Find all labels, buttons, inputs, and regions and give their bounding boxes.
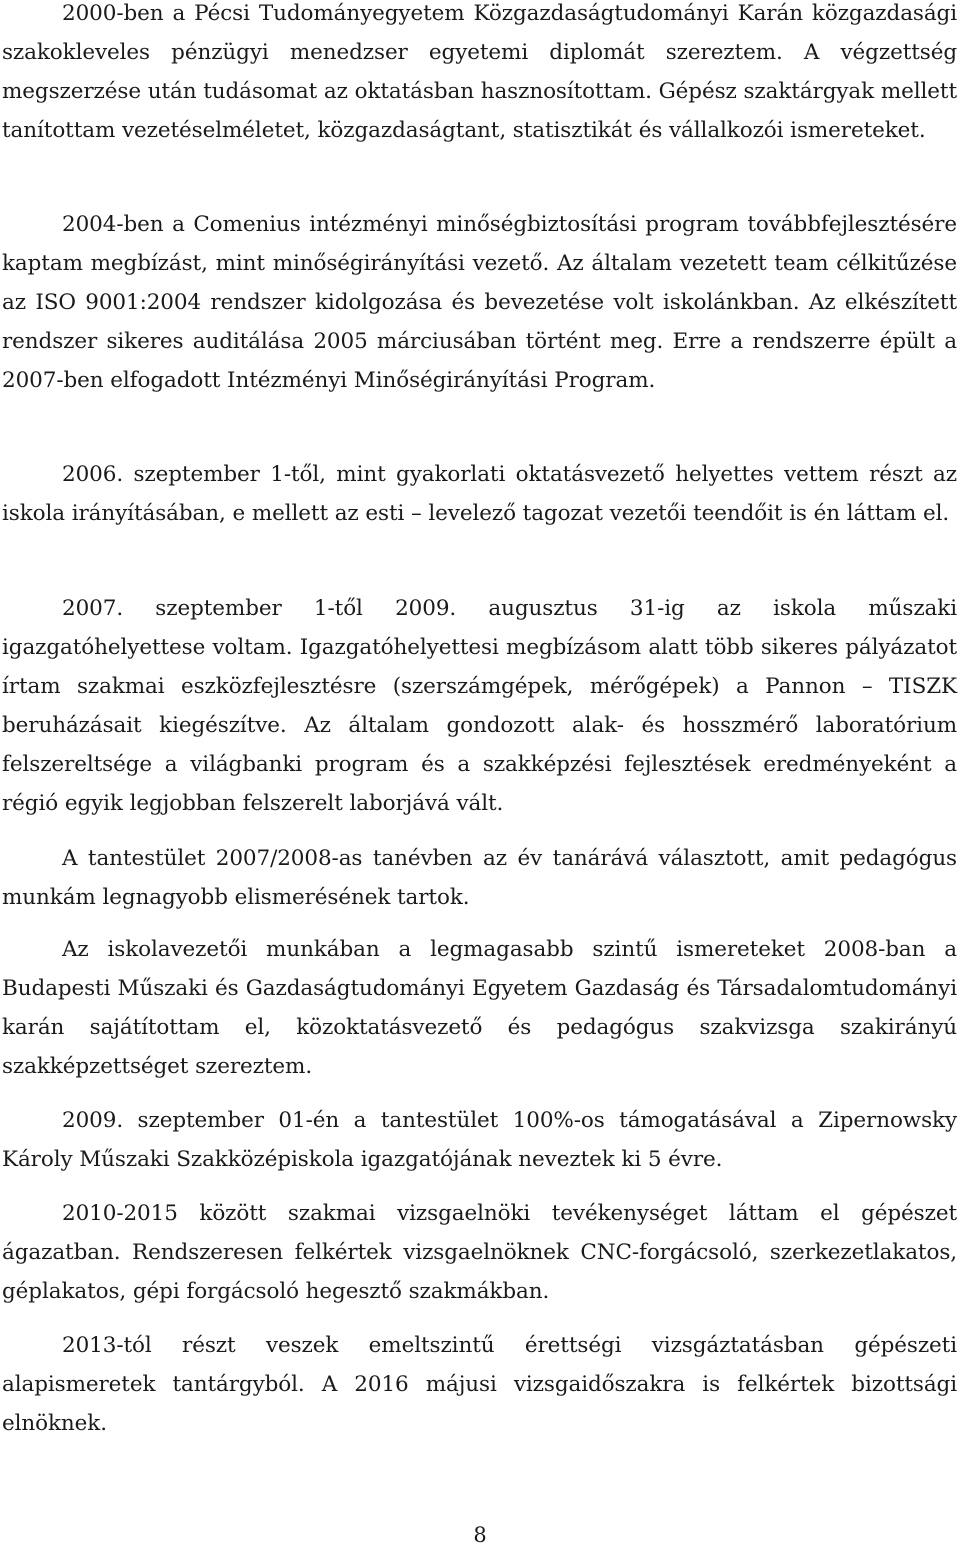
paragraph-bme-2008: Az iskolavezetői munkában a legmagasabb szintű ismereteket 2008-ban a Budapesti Műszaki és Gazdaságtudományi Egyetem Gazdaság és Társadalomtudományi karán sajátítottam el, közoktatásvezető és pedagógus szakvizsga szakirányú szakképzettséget szereztem.: [2, 937, 957, 1079]
paragraph-technical-deputy-2007: 2007. szeptember 1-től 2009. augusztus 31-ig az iskola műszaki igazgatóhelyettese voltam. Igazgatóhelyettesi megbízásom alatt több sikeres pályázatot írtam szakmai eszközfejlesztésre (szerszámgépek, mérőgépek) a Pannon – TISZK beruházásait kiegészítve. Az általam gondozott alak- és hosszmérő laboratórium felszereltsége a világbanki program és a szakképzési fejlesztések eredményeként a régió egyik legjobban felszerelt laborjává vált.: [2, 596, 957, 816]
paragraph-quality-management-2004: 2004-ben a Comenius intézményi minőségbiztosítási program továbbfejlesztésére kaptam megbízást, mint minőségirányítási vezető. Az általam vezetett team célkitűzése az ISO 9001:2004 rendszer kidolgozása és bevezetése volt iskolánkban. Az elkészített rendszer sikeres auditálása 2005 márciusában történt meg. Erre a rendszerre épült a 2007-ben elfogadott Intézményi Minőségirányítási Program.: [2, 212, 957, 393]
paragraph-matura-2013: 2013-tól részt veszek emeltszintű érettségi vizsgáztatásban gépészeti alapismeretek tantárgyból. A 2016 májusi vizsgaidőszakra is felkértek bizottsági elnöknek.: [2, 1333, 957, 1436]
page-number: 8: [473, 1523, 487, 1547]
paragraph-teacher-of-year: A tantestület 2007/2008-as tanévben az év tanárává választott, amit pedagógus munkám legnagyobb elismerésének tartok.: [2, 846, 957, 910]
paragraph-principal-2009: 2009. szeptember 01-én a tantestület 100%-os támogatásával a Zipernowsky Károly Műszaki Szakközépiskola igazgatójának neveztek ki 5 évre.: [2, 1108, 957, 1172]
paragraph-deputy-2006: 2006. szeptember 1-től, mint gyakorlati oktatásvezető helyettes vettem részt az iskola irányításában, e mellett az esti – levelező tagozat vezetői teendőit is én láttam el.: [2, 462, 957, 526]
paragraph-education-2000: 2000-ben a Pécsi Tudományegyetem Közgazdaságtudományi Karán közgazdasági szakokleveles pénzügyi menedzser egyetemi diplomát szereztem. A végzettség megszerzése után tudásomat az oktatásban hasznosítottam. Gépész szaktárgyak mellett tanítottam vezetéselméletet, közgazdaságtant, statisztikát és vállalkozói ismereteket.: [2, 1, 957, 143]
paragraph-exam-chair-2010: 2010-2015 között szakmai vizsgaelnöki tevékenységet láttam el gépészet ágazatban. Rendszeresen felkértek vizsgaelnöknek CNC-forgácsoló, szerkezetlakatos, géplakatos, gépi forgácsoló hegesztő szakmákban.: [2, 1201, 957, 1304]
